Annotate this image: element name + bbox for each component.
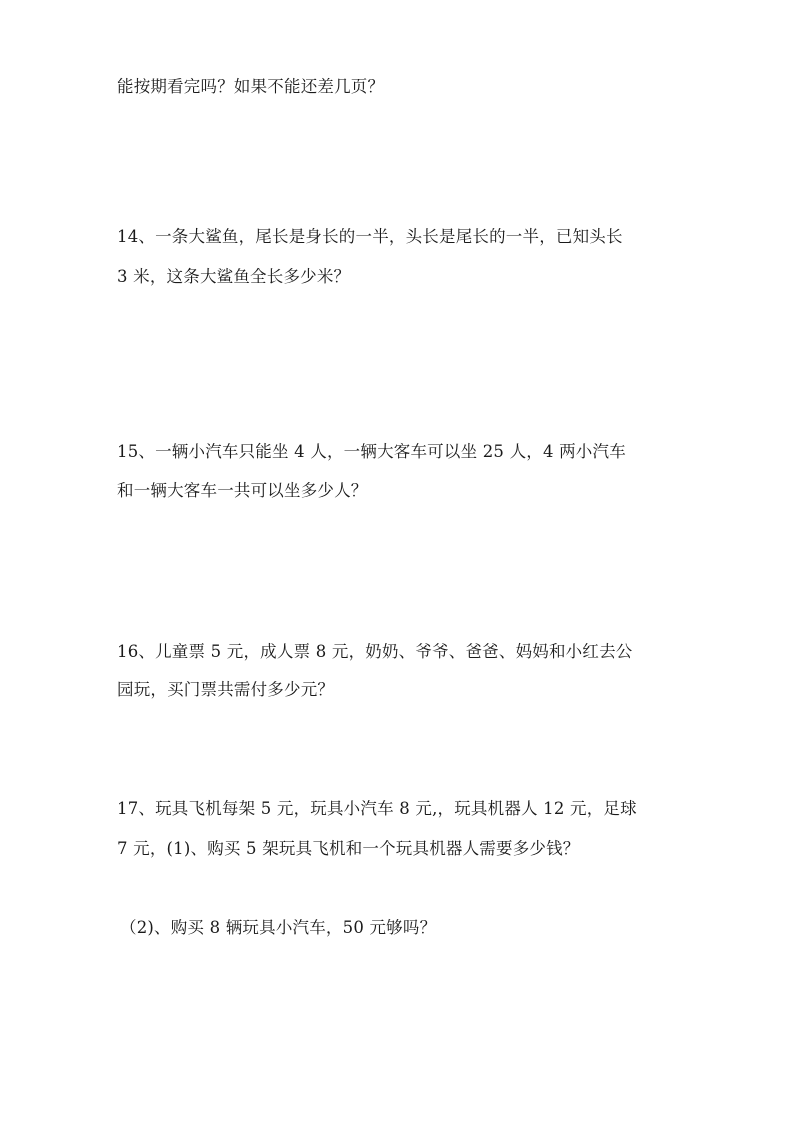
- question-16-line-2: 园玩，买门票共需付多少元？: [117, 680, 335, 699]
- question-17-line-1: 17、玩具飞机每架 5 元，玩具小汽车 8 元,，玩具机器人 12 元，足球: [117, 799, 637, 818]
- question-13-continuation: 能按期看完吗？如果不能还差几页？: [117, 77, 385, 96]
- question-14-line-2: 3 米，这条大鲨鱼全长多少米？: [117, 267, 351, 286]
- question-17-line-3: （2)、购买 8 辆玩具小汽车，50 元够吗？: [120, 918, 437, 937]
- question-15-line-1: 15、一辆小汽车只能坐 4 人，一辆大客车可以坐 25 人，4 两小汽车: [117, 442, 626, 461]
- question-14-line-1: 14、一条大鲨鱼，尾长是身长的一半，头长是尾长的一半，已知头长: [117, 227, 623, 246]
- question-17-line-2: 7 元，(1)、购买 5 架玩具飞机和一个玩具机器人需要多少钱？: [117, 839, 580, 858]
- question-15-line-2: 和一辆大客车一共可以坐多少人？: [117, 481, 368, 500]
- question-16-line-1: 16、儿童票 5 元，成人票 8 元，奶奶、爷爷、爸爸、妈妈和小红去公: [117, 642, 633, 661]
